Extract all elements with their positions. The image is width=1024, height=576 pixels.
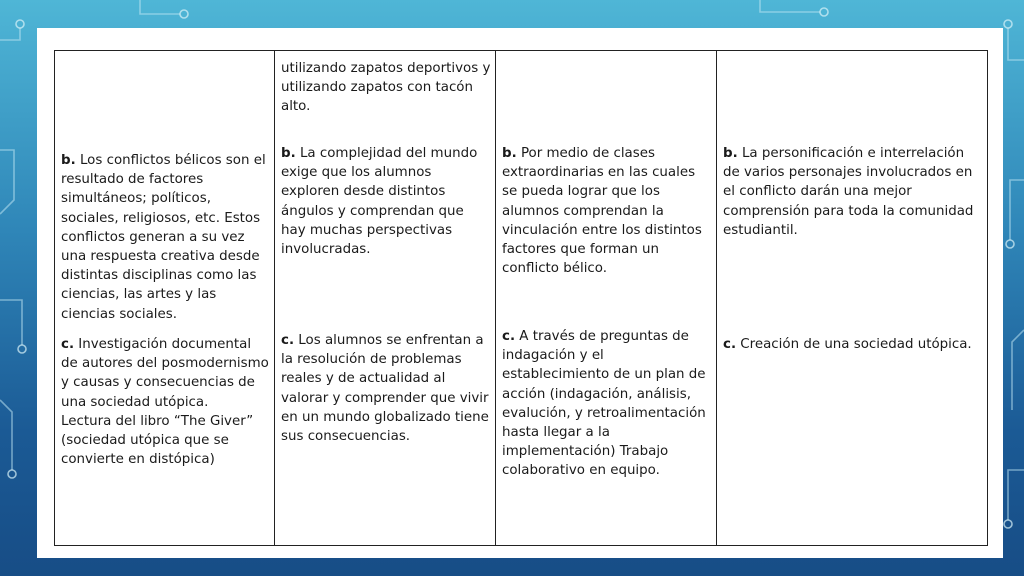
col1-item-c-text: Investigación documental de autores del posmodernismo y causas y consecuencias de una sociedad utópica. [61, 337, 269, 410]
col2-item-a-text: utilizando zapatos deportivos y utilizando zapatos con tacón alto. [281, 61, 491, 115]
col3-item-b-text: Por medio de clases extraordinarias en las cuales se pueda lograr que los alumnos comprendan la vinculación entre los distintos factores que forman un conflicto bélico. [502, 146, 702, 277]
col2-item-b-text: La complejidad del mundo exige que los alumnos exploren desde distintos ángulos y comprendan que hay muchas perspectivas involucradas. [281, 146, 478, 258]
col2-item-c [281, 331, 491, 446]
table-cell-col2 [275, 51, 496, 546]
col4-item-b-label: b. [723, 146, 738, 161]
slide-content-sheet [37, 28, 1003, 558]
col1-item-b-label: b. [61, 153, 76, 168]
col4-item-c-text: Creación de una sociedad utópica. [740, 337, 972, 352]
col2-item-b-label: b. [281, 146, 296, 161]
col2-item-a-continued [281, 59, 491, 117]
col2-item-b [281, 144, 491, 259]
col4-item-c [723, 335, 983, 354]
table-cell-col4 [717, 51, 988, 546]
col3-item-c-label: c. [502, 329, 516, 344]
content-table [54, 50, 988, 546]
col3-item-c [502, 327, 712, 481]
col4-item-c-label: c. [723, 337, 737, 352]
table-cell-col3 [496, 51, 717, 546]
col1-item-c-text2: Lectura del libro “The Giver” (sociedad utópica que se convierte en distópica) [61, 413, 254, 468]
col3-item-b-label: b. [502, 146, 517, 161]
col1-item-b-text: Los conflictos bélicos son el resultado de factores simultáneos; políticos, sociales, religiosos, etc. Estos conflictos generan a su vez una respuesta creativa desde distintas disciplinas como las ciencias, las artes y las ciencias sociales. [61, 153, 266, 322]
col3-item-b [502, 144, 712, 278]
col1-item-c-label: c. [61, 337, 75, 352]
table-row [55, 51, 988, 546]
col4-item-b [723, 144, 983, 240]
col2-item-c-text: Los alumnos se enfrentan a la resolución de problemas reales y de actualidad al valorar y comprender que vivir en un mundo globalizado tiene sus consecuencias. [281, 333, 489, 445]
col1-item-b [61, 151, 270, 324]
col3-item-c-text: A través de preguntas de indagación y el establecimiento de un plan de acción (indagación, análisis, evalución, y retroalimentación hasta llegar a la implementación) Trabajo colaborativo en equipo. [502, 329, 706, 479]
table-cell-col1 [55, 51, 275, 546]
col2-item-c-label: c. [281, 333, 295, 348]
col4-item-b-text: La personificación e interrelación de varios personajes involucrados en el conflicto darán una mejor comprensión para toda la comunidad estudiantil. [723, 146, 974, 238]
col1-item-c [61, 335, 270, 469]
